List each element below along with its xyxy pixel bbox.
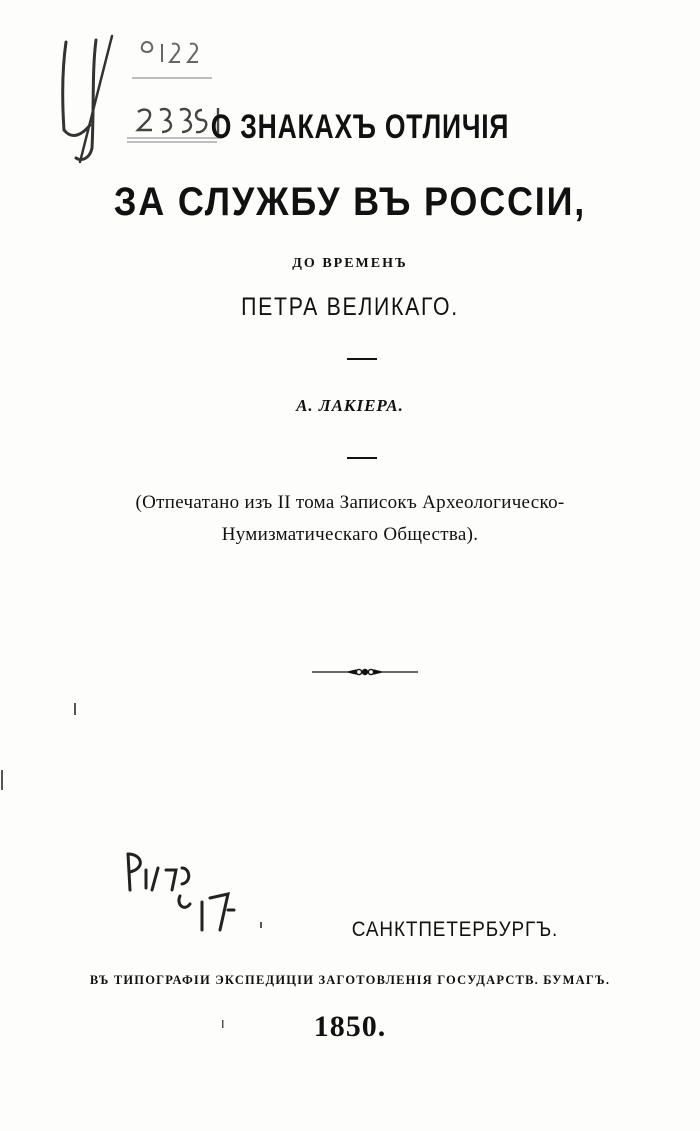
ornament-divider-icon	[310, 664, 420, 680]
separator-dash-bottom	[347, 457, 377, 459]
subtitle-small: ДО ВРЕМЕНЪ	[292, 256, 408, 271]
title-line-2: ЗА СЛУЖБУ ВЪ РОССІИ,	[113, 180, 587, 224]
printer-imprint: ВЪ ТИПОГРАФІИ ЭКСПЕДИЦІИ ЗАГОТОВЛЕНІЯ ГОСУДАРСТВ. БУМАГЪ.	[89, 973, 611, 987]
publication-year: 1850.	[313, 1010, 387, 1043]
author: А. ЛАКІЕРА.	[296, 396, 404, 415]
title-line-1: О ЗНАКАХЪ ОТЛИЧІЯ	[210, 108, 510, 146]
separator-dash-top	[347, 358, 377, 360]
place-of-publication: САНКТПЕТЕРБУРГЪ.	[351, 918, 559, 941]
note-line-1: (Отпечатано изъ II тома Записокъ Археологическо-	[135, 492, 565, 513]
handwritten-library-mark	[52, 30, 222, 170]
note-line-2: Нумизматическаго Общества).	[221, 524, 479, 545]
subtitle: ПЕТРА ВЕЛИКАГО.	[241, 293, 459, 321]
